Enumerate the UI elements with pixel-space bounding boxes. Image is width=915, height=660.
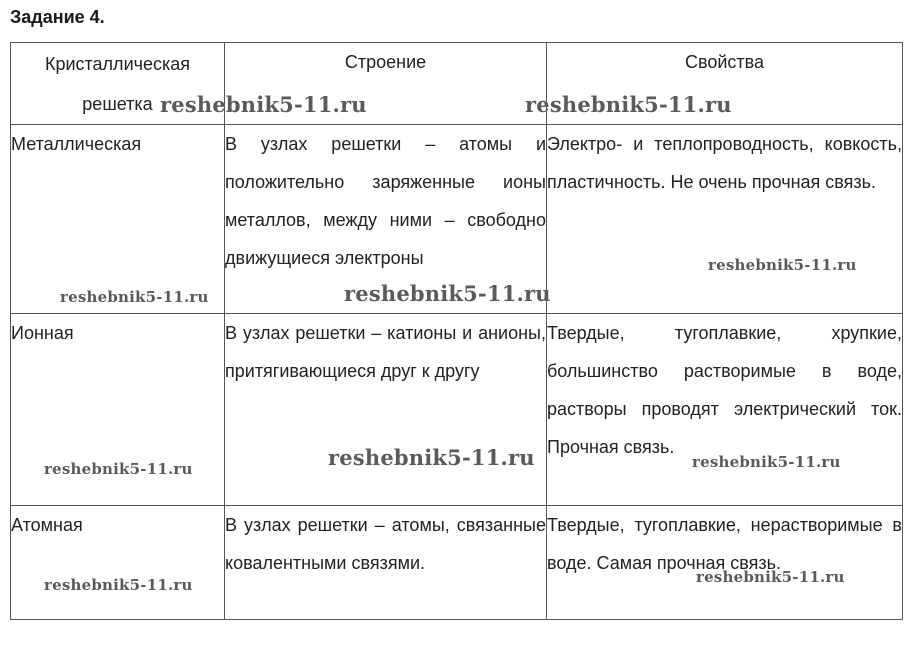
structure-text: В узлах решетки – катионы и анионы, притягивающиеся друг к другу: [225, 323, 546, 381]
lattice-type-cell: Ионная: [11, 314, 225, 506]
properties-cell: [547, 506, 903, 620]
watermark: reshebnik5-11.ru: [44, 576, 193, 594]
lattice-type-cell: Атомная: [11, 506, 225, 620]
properties-text: Твердые, тугоплавкие, нерастворимые в воде. Самая прочная связь.: [547, 515, 902, 573]
watermark: reshebnik5-11.ru: [692, 453, 841, 471]
watermark: reshebnik5-11.ru: [525, 92, 732, 117]
watermark: reshebnik5-11.ru: [696, 568, 845, 586]
watermark: reshebnik5-11.ru: [344, 281, 551, 306]
watermark: reshebnik5-11.ru: [160, 92, 367, 117]
properties-cell: [547, 314, 903, 506]
header-structure: Строение: [225, 43, 547, 125]
table-header-row: [11, 43, 903, 125]
watermark: reshebnik5-11.ru: [60, 288, 209, 306]
structure-cell: [225, 314, 547, 506]
watermark: reshebnik5-11.ru: [44, 460, 193, 478]
header-lattice: Кристаллическая решетка: [11, 43, 225, 125]
properties-text: Твердые, тугоплавкие, хрупкие, большинство растворимые в воде, растворы проводят электрический ток. Прочная связь.: [547, 323, 902, 457]
watermark: reshebnik5-11.ru: [708, 256, 857, 274]
watermark: reshebnik5-11.ru: [328, 445, 535, 470]
crystal-lattice-table: [10, 42, 903, 620]
task-title: Задание 4.: [10, 7, 105, 27]
properties-cell: [547, 125, 903, 314]
lattice-type-cell: Металлическая: [11, 125, 225, 314]
structure-text: В узлах решетки – атомы, связанные ковалентными связями.: [225, 515, 546, 573]
properties-text: Электро- и теплопроводность, ковкость, пластичность. Не очень прочная связь.: [547, 134, 902, 192]
structure-text: В узлах решетки – атомы и положительно заряженные ионы металлов, между ними – свободно движущиеся электроны: [225, 134, 546, 268]
header-properties: Свойства: [547, 43, 903, 125]
structure-cell: [225, 506, 547, 620]
table-row: [11, 506, 903, 620]
